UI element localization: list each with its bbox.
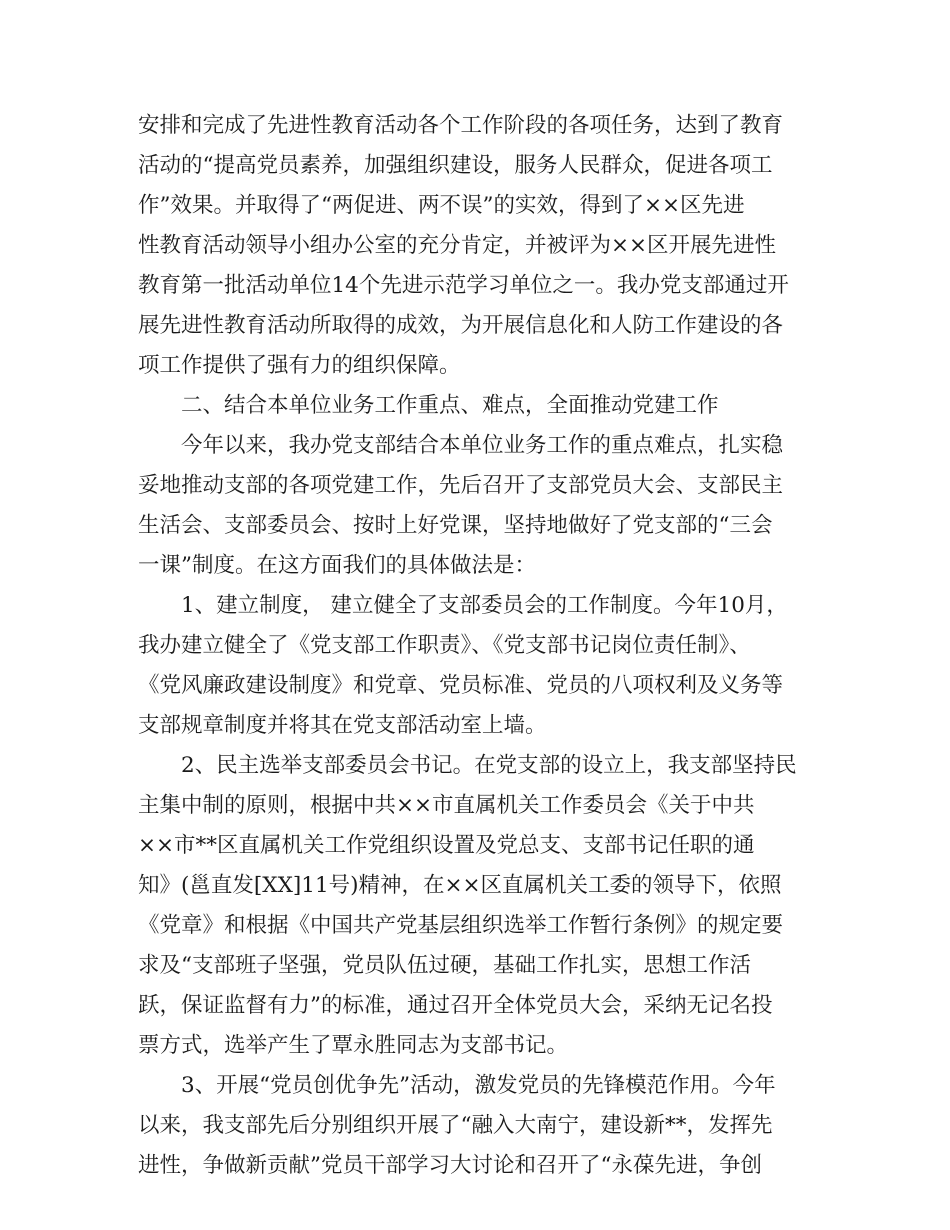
text-line: 知》(邕直发[XX]11号)精神，在××区直属机关工委的领导下，依照: [138, 873, 782, 898]
section-heading: 二、结合本单位业务工作重点、难点，全面推动党建工作: [181, 393, 719, 418]
text-line: 主集中制的原则，根据中共××市直属机关工作委员会《关于中共: [138, 793, 755, 818]
text-line: 《党风廉政建设制度》和党章、党员标准、党员的八项权利及义务等: [138, 673, 784, 698]
text-line: 3、开展“党员创优争先”活动，激发党员的先锋模范作用。今年: [181, 1073, 776, 1098]
text-line: 票方式，选举产生了覃永胜同志为支部书记。: [138, 1033, 569, 1058]
text-line: 《党章》和根据《中国共产党基层组织选举工作暂行条例》的规定要: [138, 913, 784, 938]
text-line: 安排和完成了先进性教育活动各个工作阶段的各项任务，达到了教育: [138, 113, 784, 138]
text-line: 妥地推动支部的各项党建工作，先后召开了支部党员大会、支部民主: [138, 473, 784, 498]
text-line: 作”效果。并取得了“两促进、两不误”的实效，得到了××区先进: [138, 193, 745, 218]
text-line: 一课”制度。在这方面我们的具体做法是：: [138, 553, 536, 578]
text-line: 活动的“提高党员素养，加强组织建设，服务人民群众，促进各项工: [138, 153, 773, 178]
text-line: 2、民主选举支部委员会书记。在党支部的设立上，我支部坚持民: [181, 753, 797, 778]
text-line: 跃，保证监督有力”的标准，通过召开全体党员大会，采纳无记名投: [138, 993, 773, 1018]
text-line: 我办建立健全了《党支部工作职责》、《党支部书记岗位责任制》、: [138, 633, 751, 658]
text-line: 支部规章制度并将其在党支部活动室上墙。: [138, 713, 547, 738]
text-line: 求及“支部班子坚强，党员队伍过硬，基础工作扎实，思想工作活: [138, 953, 751, 978]
text-line: 项工作提供了强有力的组织保障。: [138, 353, 461, 378]
text-line: 今年以来，我办党支部结合本单位业务工作的重点难点，扎实稳: [181, 433, 784, 458]
text-line: 进性，争做新贡献”党员干部学习大讨论和召开了“永葆先进，争创: [138, 1153, 762, 1178]
text-line: 1、建立制度， 建立健全了支部委员会的工作制度。今年10月，: [181, 593, 788, 618]
text-line: 教育第一批活动单位14个先进示范学习单位之一。我办党支部通过开: [138, 273, 789, 298]
text-line: 展先进性教育活动所取得的成效，为开展信息化和人防工作建设的各: [138, 313, 784, 338]
text-line: 性教育活动领导小组办公室的充分肯定，并被评为××区开展先进性: [138, 233, 777, 258]
text-line: ××市**区直属机关工作党组织设置及党总支、支部书记任职的通: [138, 833, 755, 858]
text-line: 生活会、支部委员会、按时上好党课，坚持地做好了党支部的“三会: [138, 513, 773, 538]
text-line: 以来，我支部先后分别组织开展了“融入大南宁，建设新**，发挥先: [138, 1113, 773, 1138]
